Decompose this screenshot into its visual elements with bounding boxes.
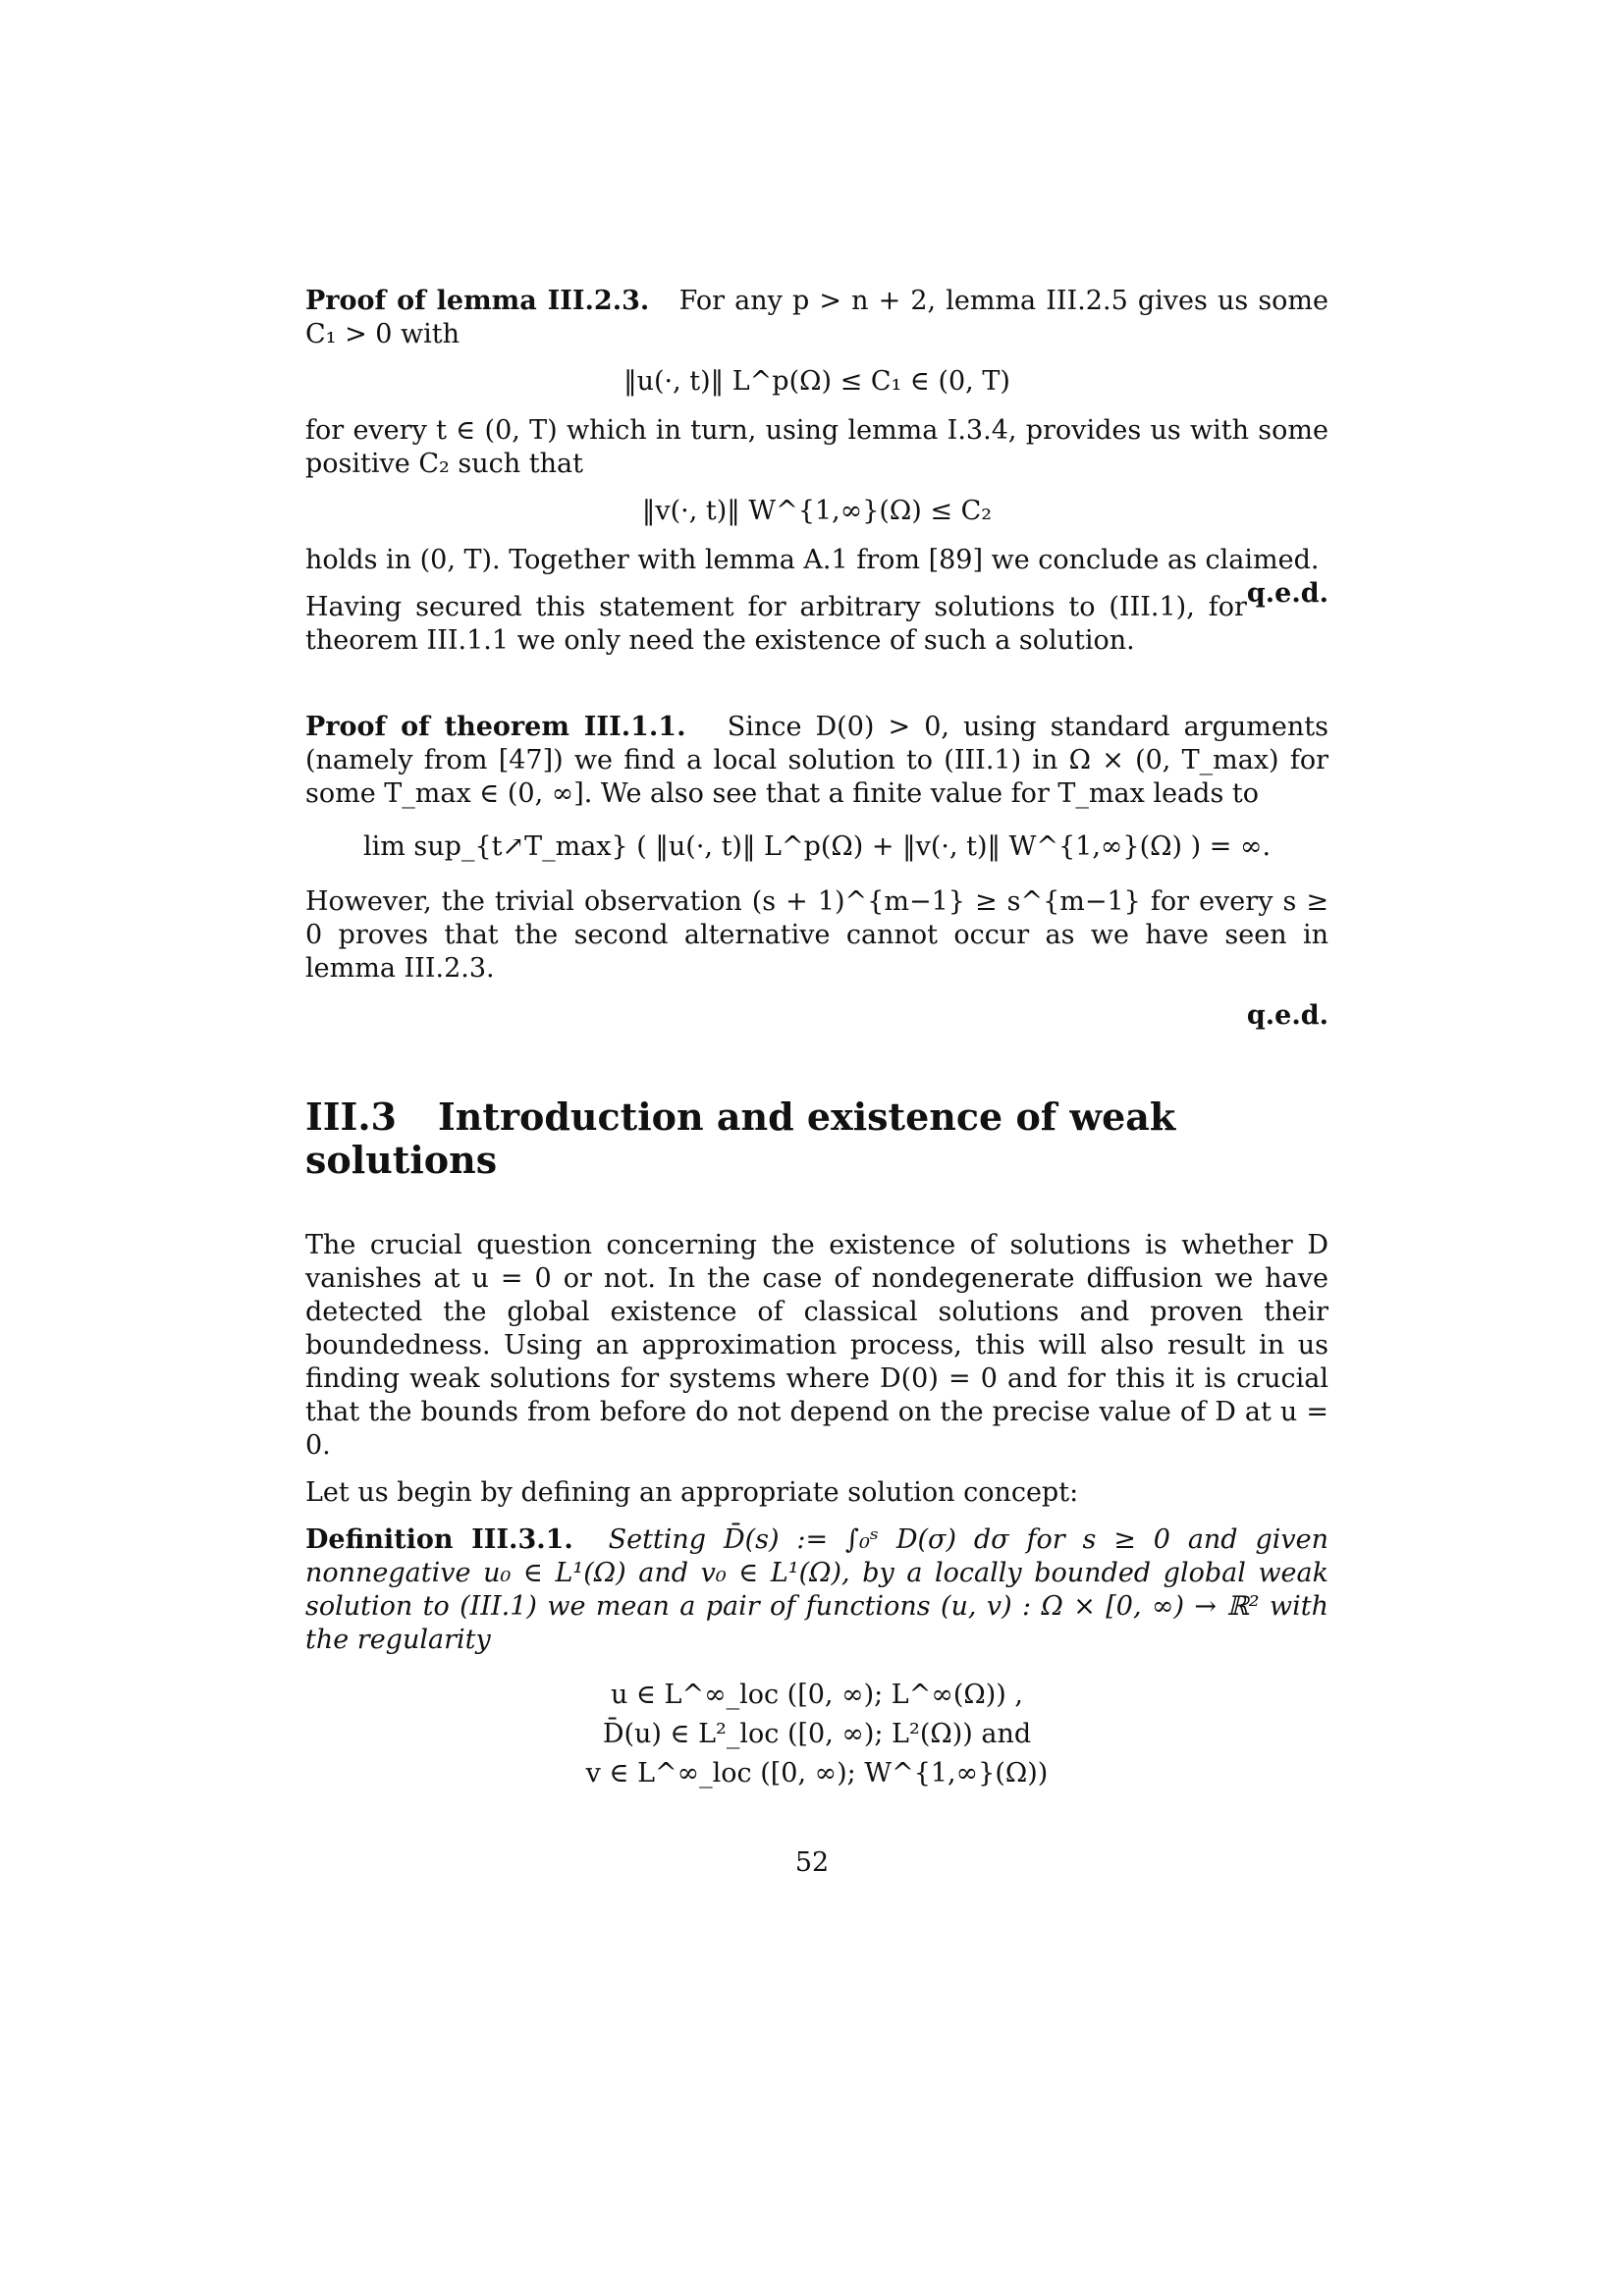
section-heading (305, 1095, 1328, 1182)
proof-lemma-paragraph (305, 285, 1328, 351)
proof-theorem-text1: Since D(0) > 0, using standard arguments (namely from [47]) we find a local solution to (III.1) in Ω × (0, T_max) for some T_max ∈ (0, ∞]. We also see that a finite value for T_max leads to (305, 712, 1328, 809)
page-number: 52 (794, 1847, 830, 1878)
bridge-paragraph: Having secured this statement for arbitrary solutions to (III.1), for theorem III.1.1 we only need the existence of such a solution. (305, 592, 1247, 656)
proof-theorem-paragraph (305, 711, 1328, 811)
regularity-u: u ∈ L^∞_loc ([0, ∞); L^∞(Ω)) , (611, 1680, 1023, 1710)
regularity-v: v ∈ L^∞_loc ([0, ∞); W^{1,∞}(Ω)) (585, 1758, 1049, 1789)
qed-mark: q.e.d. (1246, 578, 1328, 609)
proof-lemma-text3: holds in (0, T). Together with lemma A.1 from [89] we conclude as claimed. (305, 545, 1320, 575)
section-number: III.3 (305, 1095, 397, 1139)
section-paragraph-2: Let us begin by defining an appropriate solution concept: (305, 1477, 1079, 1508)
definition-heading: Definition III.3.1. (305, 1524, 573, 1555)
proof-lemma-heading: Proof of lemma III.2.3. (305, 286, 650, 316)
proof-lemma-conclusion (305, 544, 1328, 609)
equation-limsup: lim sup_{t↗T_max} ( ‖u(·, t)‖ L^p(Ω) + ‖v(·, t)‖ W^{1,∞}(Ω) ) = ∞. (362, 831, 1272, 862)
proof-theorem-heading: Proof of theorem III.1.1. (305, 712, 686, 742)
regularity-D-u: D̄(u) ∈ L²_loc ([0, ∞); L²(Ω)) and (602, 1719, 1032, 1749)
regularity-block (305, 1679, 1328, 1790)
proof-lemma-text2: for every t ∈ (0, T) which in turn, using lemma I.3.4, provides us with some positive C₂ such that (305, 415, 1328, 479)
section-title: Introduction and existence of weak solutions (305, 1095, 1176, 1182)
definition-text: Setting D̄(s) := ∫₀ˢ D(σ) dσ for s ≥ 0 and given nonnegative u₀ ∈ L¹(Ω) and v₀ ∈ L¹(Ω), by a locally bounded global weak solution to (III.1) we mean a pair of functions (u, v) : Ω × [0, ∞) → ℝ² with the regularity (305, 1524, 1329, 1655)
equation-lp-bound: ‖u(·, t)‖ L^p(Ω) ≤ C₁ ∈ (0, T) (623, 366, 1010, 397)
section-paragraph-1: The crucial question concerning the existence of solutions is whether D vanishes at u = 0 or not. In the case of nondegenerate diffusion we have detected the global existence of classical solutions and proven their boundedness. Using an approximation process, this will also result in us finding weak solutions for systems where D(0) = 0 and for this it is crucial that the bounds from before do not depend on the precise value of D at u = 0. (305, 1230, 1328, 1461)
definition-paragraph (305, 1523, 1328, 1657)
qed-mark: q.e.d. (1246, 1000, 1328, 1031)
equation-w1inf-bound: ‖v(·, t)‖ W^{1,∞}(Ω) ≤ C₂ (641, 496, 993, 526)
proof-lemma-text1: For any p > n + 2, lemma III.2.5 gives us some C₁ > 0 with (305, 286, 1329, 349)
proof-theorem-text2: However, the trivial observation (s + 1)^{m−1} ≥ s^{m−1} for every s ≥ 0 proves that the second alternative cannot occur as we have seen in lemma III.2.3. (305, 886, 1328, 984)
page-body (305, 285, 1328, 1796)
